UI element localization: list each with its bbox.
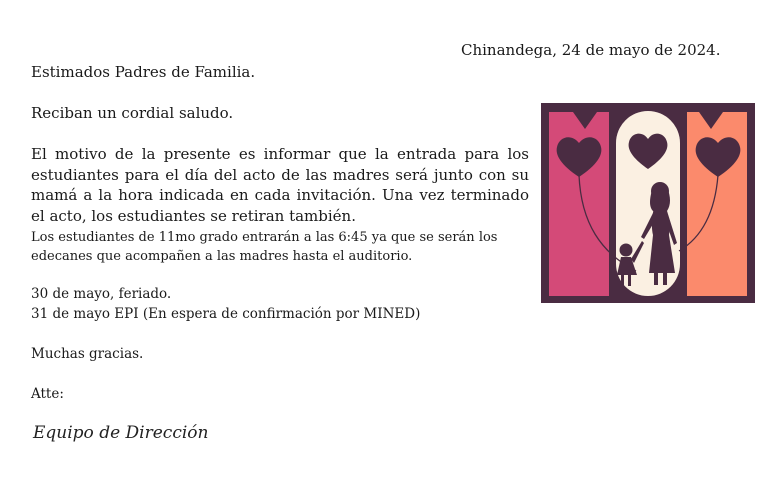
letter-body-paragraph: El motivo de la presente es informar que la entrada para los estudiantes para el día del acto de las madres será junto con su mamá a la hora indicada en cada invitación. Una vez terminado el acto, los estudiantes se retiran también.	[31, 145, 529, 225]
note-holiday: 30 de mayo, feriado.	[31, 286, 172, 302]
note-epi: 31 de mayo EPI (En espera de confirmación por MINED)	[31, 306, 421, 322]
letter-greeting: Estimados Padres de Familia.	[31, 63, 256, 81]
letter-salutation: Reciban un cordial saludo.	[31, 104, 234, 122]
letter-signature: Equipo de Dirección	[33, 423, 209, 443]
letter-closing: Atte:	[31, 386, 64, 402]
mom-hearts-illustration	[541, 103, 755, 303]
letter-thanks: Muchas gracias.	[31, 346, 144, 362]
mom-illustration-svg	[541, 103, 755, 303]
left-letter-panel	[549, 112, 609, 296]
letter-date: Chinandega, 24 de mayo de 2024.	[461, 41, 721, 59]
letter-body-paragraph-2: Los estudiantes de 11mo grado entrarán a las 6:45 ya que se serán los edecanes que acompañen a las madres hasta el auditorio.	[31, 230, 498, 264]
right-letter-panel	[687, 112, 747, 296]
